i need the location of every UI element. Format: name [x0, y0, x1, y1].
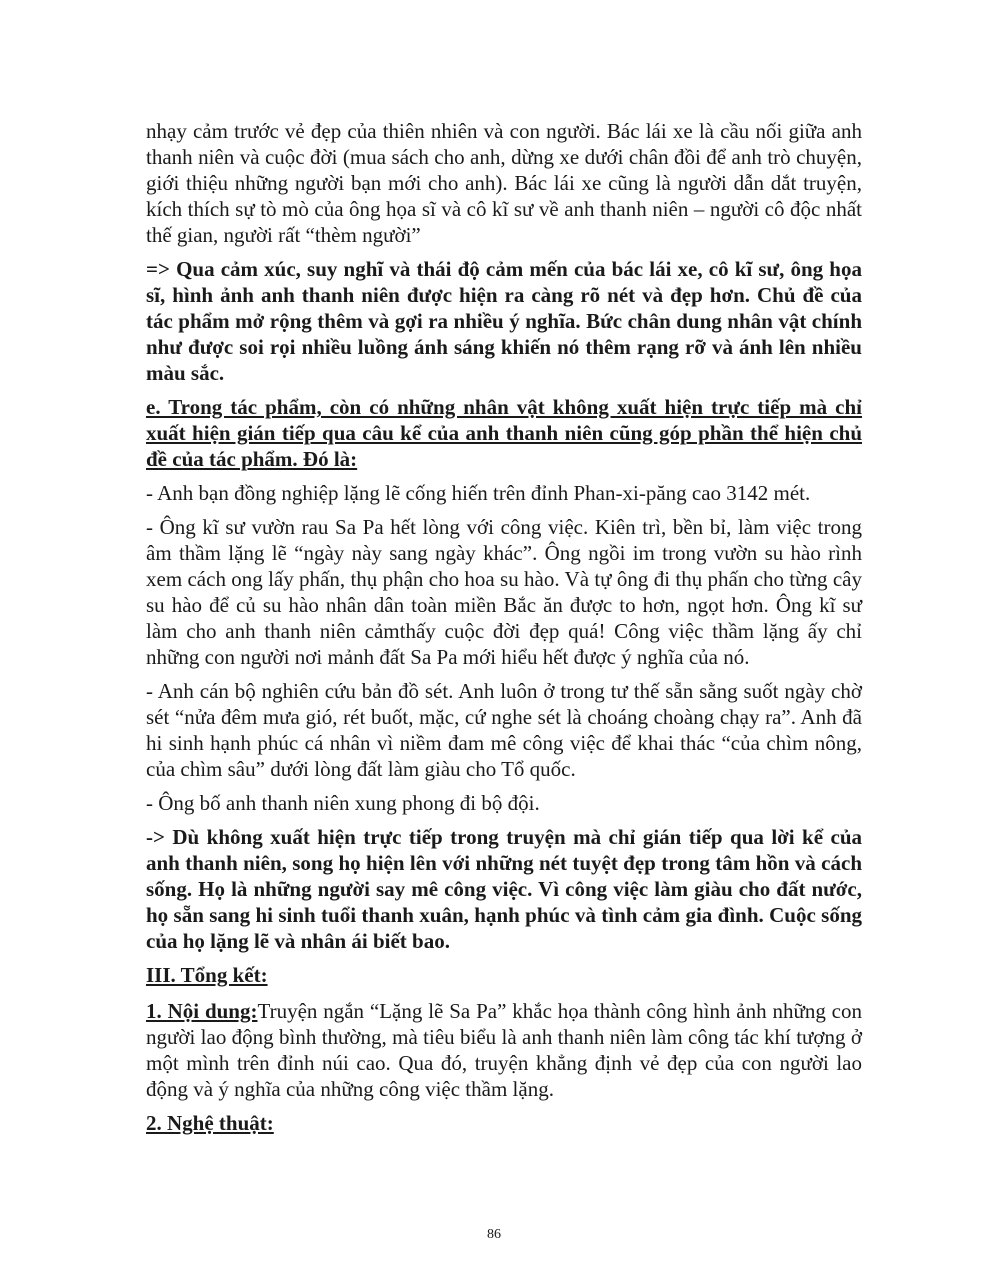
- paragraph-content-summary: [146, 998, 862, 1102]
- paragraph-father: - Ông bố anh thanh niên xung phong đi bộ đội.: [146, 791, 540, 815]
- heading-summary: III. Tổng kết:: [146, 963, 268, 987]
- page-content: [146, 118, 862, 1146]
- paragraph-conclusion-indirect: -> Dù không xuất hiện trực tiếp trong truyện mà chỉ gián tiếp qua lời kể của anh thanh niên, song họ hiện lên với những nét tuyệt đẹp trong tâm hồn và cách sống. Họ là những người say mê công việc. Vì công việc làm giàu cho đất nước, họ sẵn sang hi sinh tuổi thanh xuân, hạnh phúc và tình cảm gia đình. Cuộc sống của họ lặng lẽ và nhân ái biết bao.: [146, 825, 862, 953]
- label-content: 1. Nội dung:: [146, 999, 258, 1023]
- section-indirect-characters: e. Trong tác phẩm, còn có những nhân vật không xuất hiện trực tiếp mà chỉ xuất hiện gián tiếp qua câu kể của anh thanh niên cũng góp phần thể hiện chủ đề của tác phẩm. Đó là:: [146, 395, 862, 471]
- heading-art: 2. Nghệ thuật:: [146, 1111, 274, 1135]
- paragraph-colleague: - Anh bạn đồng nghiệp lặng lẽ cống hiến trên đỉnh Phan-xi-păng cao 3142 mét.: [146, 481, 811, 505]
- text-content: Truyện ngắn “Lặng lẽ Sa Pa” khắc họa thành công hình ảnh những con người lao động bình thường, mà tiêu biểu là anh thanh niên làm công tác khí tượng ở một mình trên đỉnh núi cao. Qua đó, truyện khẳng định vẻ đẹp của con người lao động và ý nghĩa của những công việc thầm lặng.: [146, 999, 863, 1101]
- paragraph-driver-role: nhạy cảm trước vẻ đẹp của thiên nhiên và con người. Bác lái xe là cầu nối giữa anh thanh niên và cuộc đời (mua sách cho anh, dừng xe dưới chân đồi để anh trò chuyện, giới thiệu những người bạn mới cho anh). Bác lái xe cũng là người dẫn dắt truyện, kích thích sự tò mò của ông họa sĩ và cô kĩ sư về anh thanh niên – người cô độc nhất thế gian, người rất “thèm người”: [146, 119, 862, 247]
- paragraph-engineer: - Ông kĩ sư vườn rau Sa Pa hết lòng với công việc. Kiên trì, bền bỉ, làm việc trong âm thầm lặng lẽ “ngày này sang ngày khác”. Ông ngồi im trong vườn su hào rình xem cách ong lấy phấn, thụ phận cho hoa su hào. Và tự ông đi thụ phấn cho từng cây su hào để củ su hào nhân dân toàn miền Bắc ăn được to hơn, ngọt hơn. Ông kĩ sư làm cho anh thanh niên cảmthấy cuộc đời đẹp quá! Công việc thầm lặng ấy chỉ những con người nơi mảnh đất Sa Pa mới hiểu hết được ý nghĩa của nó.: [146, 515, 862, 669]
- page-number: 86: [487, 1227, 501, 1242]
- paragraph-conclusion-portrait: => Qua cảm xúc, suy nghĩ và thái độ cảm mến của bác lái xe, cô kĩ sư, ông họa sĩ, hình ảnh anh thanh niên được hiện ra càng rõ nét và đẹp hơn. Chủ đề của tác phẩm mở rộng thêm và gợi ra nhiều ý nghĩa. Bức chân dung nhân vật chính như được soi rọi nhiều luồng ánh sáng khiến nó thêm rạng rỡ và ánh lên nhiều màu sắc.: [146, 257, 862, 385]
- paragraph-lightning-researcher: - Anh cán bộ nghiên cứu bản đồ sét. Anh luôn ở trong tư thế sẵn sằng suốt ngày chờ sét “nửa đêm mưa gió, rét buốt, mặc, cứ nghe sét là choáng choàng chạy ra”. Anh đã hi sinh hạnh phúc cá nhân vì niềm đam mê công việc để khai thác “của chìm nông, của chìm sâu” dưới lòng đất làm giàu cho Tổ quốc.: [146, 679, 862, 781]
